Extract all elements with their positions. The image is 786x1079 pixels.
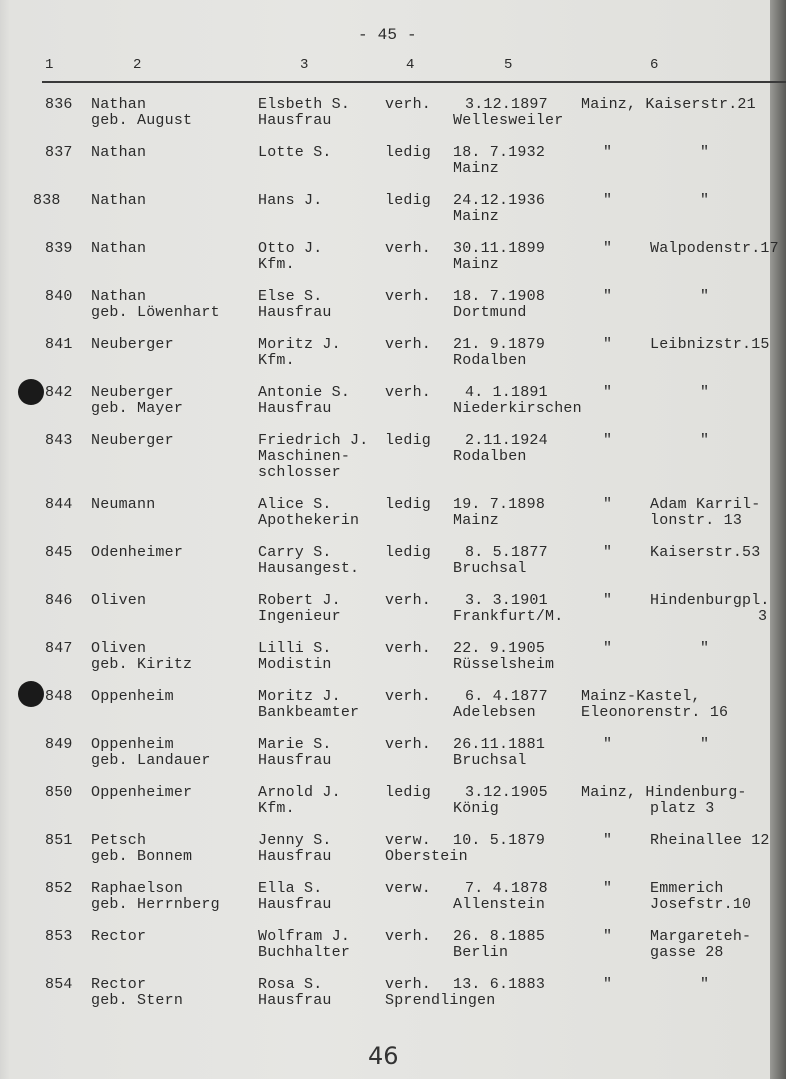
birth-cell: Rodalben (453, 448, 527, 465)
birth-cell: Mainz (453, 512, 500, 529)
entry-number: 841 (45, 336, 73, 353)
firstname-occupation-cell: Jenny S. (258, 832, 332, 849)
name-cell: geb. August (91, 112, 193, 129)
name-cell: geb. Kiritz (91, 656, 193, 673)
name-cell: geb. Landauer (91, 752, 211, 769)
entry-number: 851 (45, 832, 73, 849)
header-rule (42, 81, 786, 83)
birth-cell: 30.11.1899 (453, 240, 546, 257)
name-cell: Oliven (91, 592, 147, 609)
firstname-occupation-cell: Arnold J. (258, 784, 341, 801)
name-cell: Nathan (91, 240, 147, 257)
residence-cell: " (603, 288, 613, 305)
residence-cell: Kaiserstr.53 (650, 544, 761, 561)
residence-cell: " (700, 384, 710, 401)
name-cell: geb. Löwenhart (91, 304, 220, 321)
residence-cell: Mainz, Hindenburg- (581, 784, 747, 801)
firstname-occupation-cell: Bankbeamter (258, 704, 360, 721)
firstname-occupation-cell: Hausfrau (258, 304, 332, 321)
residence-cell: " (603, 432, 613, 449)
residence-cell: " (700, 432, 710, 449)
birth-cell: Allenstein (453, 896, 546, 913)
name-cell: Oliven (91, 640, 147, 657)
entry-number: 842 (45, 384, 73, 401)
birth-cell: 6. 4.1877 (465, 688, 548, 705)
firstname-occupation-cell: Maschinen- (258, 448, 351, 465)
firstname-occupation-cell: Buchhalter (258, 944, 351, 961)
entry-number: 847 (45, 640, 73, 657)
residence-cell: " (603, 240, 613, 257)
residence-cell: Josefstr.10 (650, 896, 752, 913)
birth-cell: Frankfurt/M. (453, 608, 564, 625)
page-header: - 45 - (358, 26, 417, 44)
firstname-occupation-cell: Friedrich J. (258, 432, 369, 449)
residence-cell: Adam Karril- (650, 496, 761, 513)
residence-cell: Leibnizstr.15 (650, 336, 770, 353)
birth-cell: Bruchsal (453, 560, 527, 577)
name-cell: Nathan (91, 288, 147, 305)
firstname-occupation-cell: Hausfrau (258, 992, 332, 1009)
name-cell: Neuberger (91, 384, 174, 401)
table-row (0, 385, 786, 433)
name-cell: Petsch (91, 832, 147, 849)
entry-number: 845 (45, 544, 73, 561)
birth-cell: Bruchsal (453, 752, 527, 769)
table-row (0, 241, 786, 289)
table-row (0, 833, 786, 881)
firstname-occupation-cell: Hausfrau (258, 896, 332, 913)
name-cell: Oppenheim (91, 736, 174, 753)
firstname-occupation-cell: Otto J. (258, 240, 323, 257)
residence-cell: Mainz, Kaiserstr.21 (581, 96, 756, 113)
status-cell: verh. (385, 240, 432, 257)
entry-number: 853 (45, 928, 73, 945)
birth-cell: Wellesweiler (453, 112, 564, 129)
firstname-occupation-cell: Alice S. (258, 496, 332, 513)
name-cell: Neuberger (91, 432, 174, 449)
table-row (0, 97, 786, 145)
residence-cell: " (603, 928, 613, 945)
table-row (0, 593, 786, 641)
firstname-occupation-cell: Carry S. (258, 544, 332, 561)
residence-cell: " (603, 736, 613, 753)
firstname-occupation-cell: Hausfrau (258, 848, 332, 865)
firstname-occupation-cell: Marie S. (258, 736, 332, 753)
entry-number: 839 (45, 240, 73, 257)
residence-cell: Emmerich (650, 880, 724, 897)
birth-cell: 19. 7.1898 (453, 496, 546, 513)
name-cell: Nathan (91, 192, 147, 209)
entry-number: 836 (45, 96, 73, 113)
table-row (0, 193, 786, 241)
birth-cell: Sprendlingen (385, 992, 496, 1009)
birth-cell: 2.11.1924 (465, 432, 548, 449)
firstname-occupation-cell: Rosa S. (258, 976, 323, 993)
birth-cell: 10. 5.1879 (453, 832, 546, 849)
residence-cell: platz 3 (650, 800, 715, 817)
status-cell: verh. (385, 640, 432, 657)
status-cell: ledig (385, 496, 432, 513)
birth-cell: 21. 9.1879 (453, 336, 546, 353)
name-cell: geb. Herrnberg (91, 896, 220, 913)
birth-cell: 24.12.1936 (453, 192, 546, 209)
firstname-occupation-cell: Elsbeth S. (258, 96, 351, 113)
punch-hole-mark (18, 681, 44, 707)
entry-number: 840 (45, 288, 73, 305)
birth-cell: Mainz (453, 208, 500, 225)
entry-number: 844 (45, 496, 73, 513)
residence-cell: " (700, 192, 710, 209)
table-row (0, 977, 786, 1025)
table-row (0, 737, 786, 785)
name-cell: Oppenheimer (91, 784, 193, 801)
residence-cell: Mainz-Kastel, (581, 688, 701, 705)
firstname-occupation-cell: Robert J. (258, 592, 341, 609)
table-row (0, 145, 786, 193)
entry-number: 837 (45, 144, 73, 161)
status-cell: ledig (385, 144, 432, 161)
status-cell: verh. (385, 976, 432, 993)
name-cell: geb. Mayer (91, 400, 184, 417)
birth-cell: 26.11.1881 (453, 736, 546, 753)
firstname-occupation-cell: Else S. (258, 288, 323, 305)
firstname-occupation-cell: Moritz J. (258, 688, 341, 705)
firstname-occupation-cell: Ella S. (258, 880, 323, 897)
birth-cell: 22. 9.1905 (453, 640, 546, 657)
residence-cell: " (603, 880, 613, 897)
name-cell: Oppenheim (91, 688, 174, 705)
birth-cell: 18. 7.1932 (453, 144, 546, 161)
residence-cell: " (603, 384, 613, 401)
residence-cell: " (603, 192, 613, 209)
column-number-6: 6 (650, 57, 659, 73)
status-cell: ledig (385, 784, 432, 801)
residence-cell: " (603, 496, 613, 513)
table-row (0, 289, 786, 337)
residence-cell: Rheinallee 12 (650, 832, 770, 849)
birth-cell: Rüsselsheim (453, 656, 555, 673)
birth-cell: König (453, 800, 500, 817)
firstname-occupation-cell: Kfm. (258, 256, 295, 273)
residence-cell: Margareteh- (650, 928, 752, 945)
residence-cell: Walpodenstr.17 (650, 240, 779, 257)
name-cell: geb. Stern (91, 992, 184, 1009)
residence-cell: Eleonorenstr. 16 (581, 704, 729, 721)
table-row (0, 433, 786, 481)
status-cell: verh. (385, 736, 432, 753)
birth-cell: Berlin (453, 944, 509, 961)
status-cell: verh. (385, 96, 432, 113)
name-cell: Rector (91, 928, 147, 945)
name-cell: Nathan (91, 144, 147, 161)
firstname-occupation-cell: Modistin (258, 656, 332, 673)
status-cell: verh. (385, 928, 432, 945)
firstname-occupation-cell: Lilli S. (258, 640, 332, 657)
entry-number: 854 (45, 976, 73, 993)
entry-number: 850 (45, 784, 73, 801)
status-cell: verh. (385, 592, 432, 609)
residence-cell: " (700, 144, 710, 161)
birth-cell: 7. 4.1878 (465, 880, 548, 897)
residence-cell: " (700, 288, 710, 305)
name-cell: Neuberger (91, 336, 174, 353)
status-cell: verh. (385, 336, 432, 353)
birth-cell: 13. 6.1883 (453, 976, 546, 993)
name-cell: Nathan (91, 96, 147, 113)
firstname-occupation-cell: Apothekerin (258, 512, 360, 529)
entry-number: 852 (45, 880, 73, 897)
residence-cell: gasse 28 (650, 944, 724, 961)
firstname-occupation-cell: Ingenieur (258, 608, 341, 625)
birth-cell: 4. 1.1891 (465, 384, 548, 401)
table-row (0, 337, 786, 385)
residence-cell: " (603, 144, 613, 161)
entry-number: 849 (45, 736, 73, 753)
column-number-2: 2 (133, 57, 142, 73)
punch-hole-mark (18, 379, 44, 405)
birth-cell: Rodalben (453, 352, 527, 369)
residence-cell: lonstr. 13 (650, 512, 743, 529)
column-number-1: 1 (45, 57, 54, 73)
residence-cell: " (603, 544, 613, 561)
status-cell: verh. (385, 288, 432, 305)
name-cell: geb. Bonnem (91, 848, 193, 865)
birth-cell: 3.12.1897 (465, 96, 548, 113)
status-cell: ledig (385, 432, 432, 449)
residence-cell: " (700, 976, 710, 993)
residence-cell: " (603, 640, 613, 657)
table-row (0, 785, 786, 833)
column-number-4: 4 (406, 57, 415, 73)
residence-cell: " (603, 976, 613, 993)
table-row (0, 497, 786, 545)
table-row (0, 689, 786, 737)
entry-number: 838 (33, 192, 61, 209)
residence-cell: " (700, 640, 710, 657)
name-cell: Rector (91, 976, 147, 993)
handwritten-page-number: 46 (368, 1042, 399, 1070)
status-cell: verh. (385, 384, 432, 401)
status-cell: ledig (385, 544, 432, 561)
birth-cell: 3. 3.1901 (465, 592, 548, 609)
table-row (0, 641, 786, 689)
name-cell: Neumann (91, 496, 156, 513)
birth-cell: Dortmund (453, 304, 527, 321)
firstname-occupation-cell: Hausfrau (258, 752, 332, 769)
residence-cell: 3 (758, 608, 768, 625)
table-row (0, 545, 786, 593)
entry-number: 843 (45, 432, 73, 449)
column-number-5: 5 (504, 57, 513, 73)
status-cell: ledig (385, 192, 432, 209)
table-row (0, 929, 786, 977)
birth-cell: 26. 8.1885 (453, 928, 546, 945)
firstname-occupation-cell: Kfm. (258, 352, 295, 369)
birth-cell: Oberstein (385, 848, 468, 865)
firstname-occupation-cell: Moritz J. (258, 336, 341, 353)
birth-cell: Mainz (453, 160, 500, 177)
table-row (0, 881, 786, 929)
birth-cell: 3.12.1905 (465, 784, 548, 801)
birth-cell: Mainz (453, 256, 500, 273)
firstname-occupation-cell: Antonie S. (258, 384, 351, 401)
entry-number: 848 (45, 688, 73, 705)
firstname-occupation-cell: Hausfrau (258, 112, 332, 129)
status-cell: verw. (385, 832, 432, 849)
firstname-occupation-cell: Hans J. (258, 192, 323, 209)
residence-cell: " (603, 336, 613, 353)
residence-cell: Hindenburgpl. (650, 592, 770, 609)
birth-cell: 18. 7.1908 (453, 288, 546, 305)
birth-cell: 8. 5.1877 (465, 544, 548, 561)
firstname-occupation-cell: schlosser (258, 464, 341, 481)
status-cell: verw. (385, 880, 432, 897)
residence-cell: " (603, 592, 613, 609)
firstname-occupation-cell: Hausangest. (258, 560, 360, 577)
firstname-occupation-cell: Lotte S. (258, 144, 332, 161)
name-cell: Odenheimer (91, 544, 184, 561)
status-cell: verh. (385, 688, 432, 705)
residence-cell: " (700, 736, 710, 753)
name-cell: Raphaelson (91, 880, 184, 897)
firstname-occupation-cell: Kfm. (258, 800, 295, 817)
birth-cell: Niederkirschen (453, 400, 582, 417)
entry-number: 846 (45, 592, 73, 609)
firstname-occupation-cell: Wolfram J. (258, 928, 351, 945)
firstname-occupation-cell: Hausfrau (258, 400, 332, 417)
residence-cell: " (603, 832, 613, 849)
column-number-3: 3 (300, 57, 309, 73)
birth-cell: Adelebsen (453, 704, 536, 721)
